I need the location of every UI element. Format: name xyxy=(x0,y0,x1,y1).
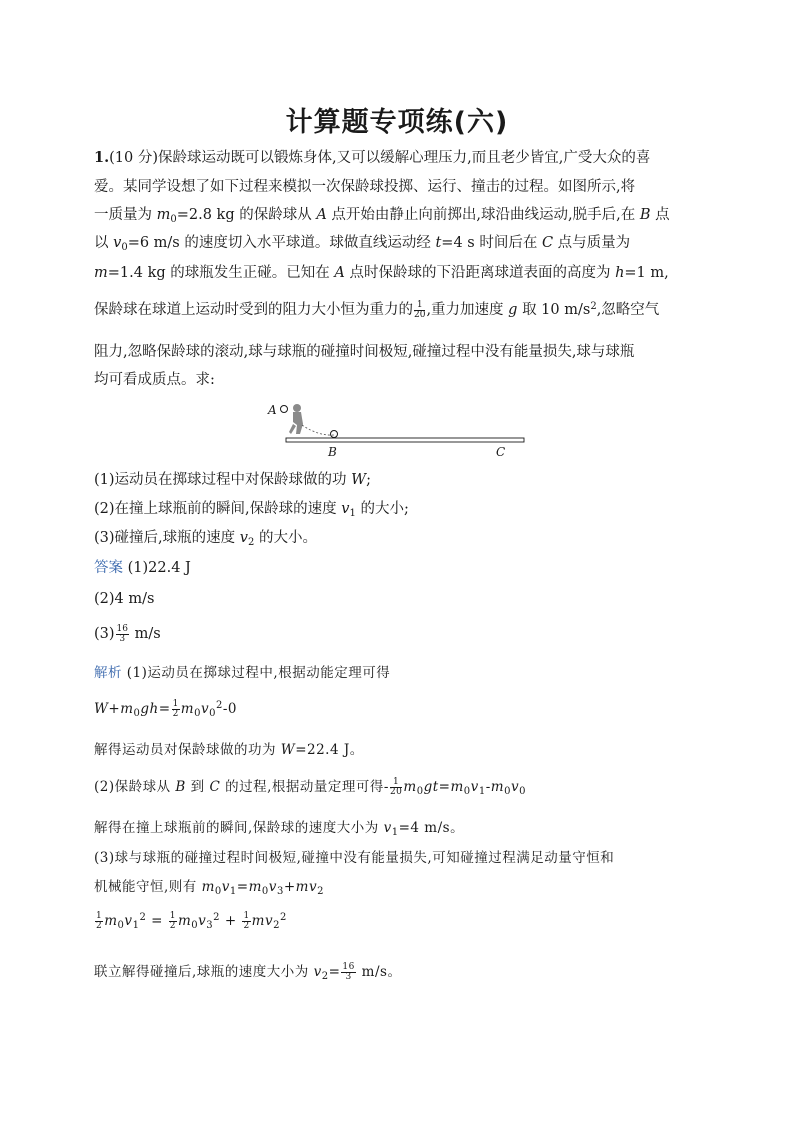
sub-question-1: (1)运动员在掷球过程中对保龄球做的功 W; xyxy=(94,472,371,488)
ball-trajectory xyxy=(302,425,334,435)
solution-line-4: 解得在撞上球瓶前的瞬间,保龄球的速度大小为 $v_1=4$ m/s。 xyxy=(94,820,465,838)
ball-at-b-icon xyxy=(331,431,338,438)
sub-question-3: (3)碰撞后,球瓶的速度 $v_2$ 的大小。 xyxy=(94,530,317,548)
fraction-1-20: $\frac{1}{20}$ xyxy=(414,299,426,320)
question-line-4: 以 $v_0=6$ m/s 的速度切入水平球道。球做直线运动经 t=4 s 时间后在 C 点与质量为 xyxy=(94,235,631,253)
solution-line-7: 联立解得碰撞后,球瓶的速度大小为 $v_2=$ $\frac{16}{3}$ m/s。 xyxy=(94,962,402,982)
solution-line-5: (3)球与球瓶的碰撞过程时间极短,碰撞中没有能量损失,可知碰撞过程满足动量守恒和 xyxy=(94,850,615,866)
question-line-6: 保龄球在球道上运动时受到的阻力大小恒为重力的 $\frac{1}{20}$ ,重力加速度 g 取 10 $m/s^2$,忽略空气 xyxy=(94,299,660,320)
question-line-5: m=1.4 kg 的球瓶发生正碰。已知在 A 点时保龄球的下沿距离球道表面的高度为 h=1 m, xyxy=(94,265,669,281)
bowling-lane-figure xyxy=(260,398,530,460)
ball-start-icon xyxy=(281,406,288,413)
page-title: 计算题专项练(六) xyxy=(285,107,509,138)
answer-line-3: (3) $\frac{16}{3}$ m/s xyxy=(94,623,161,644)
lane-track xyxy=(286,438,524,442)
bowler-figure-icon xyxy=(289,404,303,434)
solution-label: 解析 xyxy=(94,665,122,681)
figure-label-c: C xyxy=(496,445,506,459)
solution-line-2: 解得运动员对保龄球做的功为 W=22.4 J。 xyxy=(94,742,364,758)
solution-equation-2: $\frac{1}{2}$ $m_0v_1^2$ = $\frac{1}{2}$ $m_0v_3^2$ + $\frac{1}{2}$ $mv_2^2$ xyxy=(96,911,287,931)
question-line-3: 一质量为 $m_0=2.8$ kg 的保龄球从 A 点开始由静止向前掷出,球沿曲线运动,脱手后,在 B 点 xyxy=(94,207,670,225)
answer-line-1: 答案 (1)22.4 J xyxy=(94,560,191,576)
question-line-8: 均可看成质点。求: xyxy=(94,372,215,388)
question-line-2: 爱。某同学设想了如下过程来模拟一次保龄球投掷、运行、撞击的过程。如图所示,将 xyxy=(94,179,636,195)
question-number: 1. xyxy=(94,149,110,166)
solution-line-6: 机械能守恒,则有 $m_0v_1=m_0v_3+mv_2$ xyxy=(94,879,324,897)
answer-label: 答案 xyxy=(94,560,123,576)
sub-question-2: (2)在撞上球瓶前的瞬间,保龄球的速度 $v_1$ 的大小; xyxy=(94,501,409,519)
figure-label-b: B xyxy=(328,445,337,459)
solution-line-3: (2)保龄球从 B 到 C 的过程,根据动量定理可得- $\frac{1}{20}$ $m_0gt=m_0v_1-m_0v_0$ xyxy=(94,777,526,797)
solution-line-1: 解析 (1)运动员在掷球过程中,根据动能定理可得 xyxy=(94,665,391,681)
question-line-1: 1.(10 分)保龄球运动既可以锻炼身体,又可以缓解心理压力,而且老少皆宜,广受大众的喜 xyxy=(94,149,651,166)
answer-line-2: (2)4 m/s xyxy=(94,591,155,607)
question-score: (10 分) xyxy=(109,150,159,166)
figure-label-a: A xyxy=(268,403,277,417)
solution-equation-1: $W+m_0gh=$ $\frac{1}{2}$ $m_0v_0^2-0$ xyxy=(94,699,238,719)
question-line-7: 阻力,忽略保龄球的滚动,球与球瓶的碰撞时间极短,碰撞过程中没有能量损失,球与球瓶 xyxy=(94,344,635,360)
